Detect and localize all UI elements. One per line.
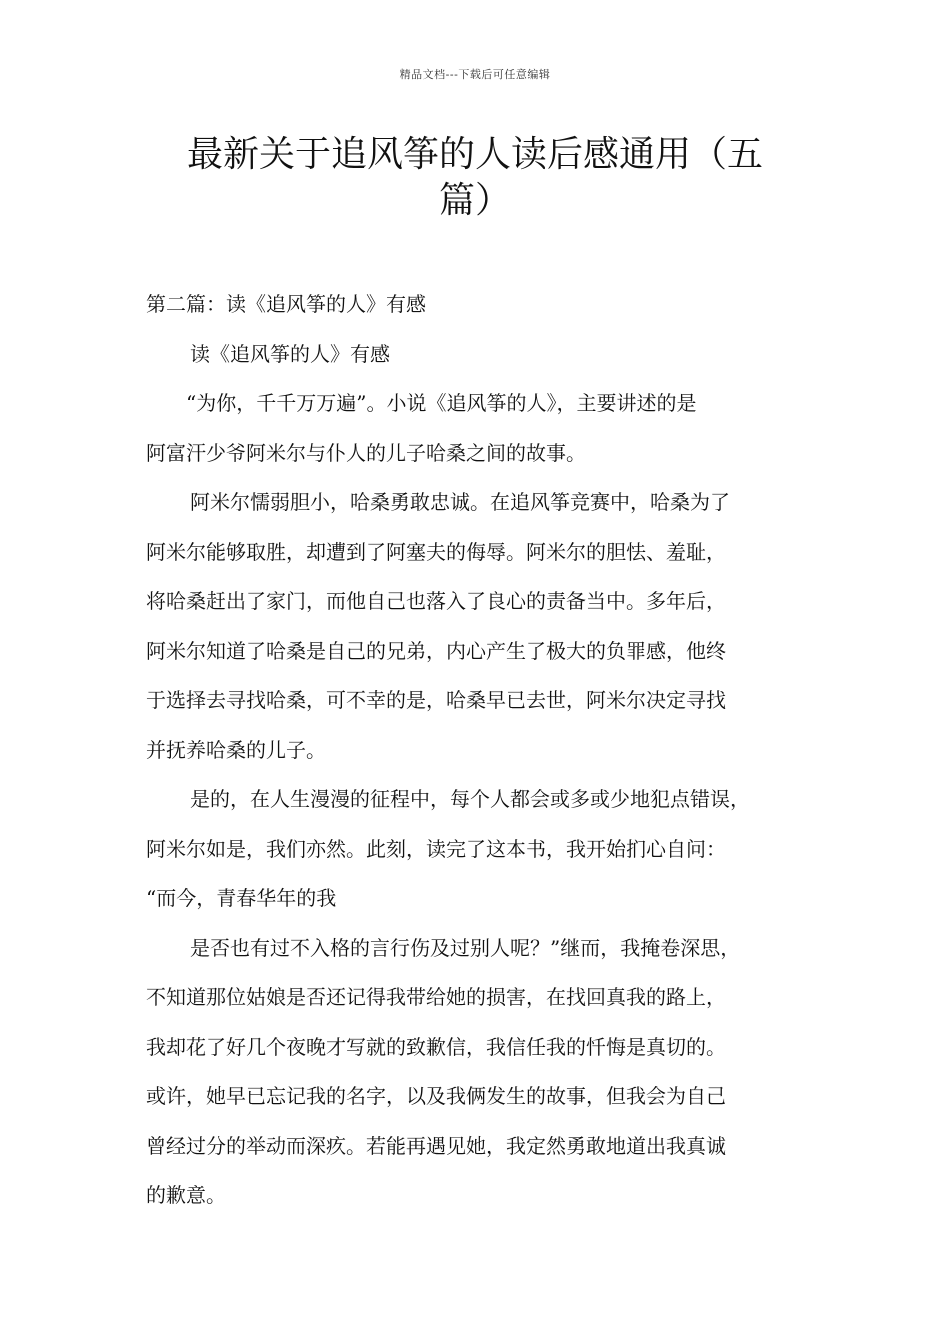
paragraph-line: “为你，千千万万遍”。小说《追风筝的人》，主要讲述的是	[186, 391, 697, 415]
paragraph-line: 阿米尔知道了哈桑是自己的兄弟，内心产生了极大的负罪感，他终	[146, 638, 726, 663]
paragraph-line: “而今，青春华年的我	[146, 886, 337, 910]
paragraph-line: 不知道那位姑娘是否还记得我带给她的损害，在找回真我的路上，	[146, 985, 726, 1009]
essay-subtitle: 读《追风筝的人》有感	[190, 341, 390, 366]
paragraph-line: 阿米尔懦弱胆小，哈桑勇敢忠诚。在追风筝竞赛中，哈桑为了	[190, 490, 730, 514]
paragraph-line: 阿富汗少爷阿米尔与仆人的儿子哈桑之间的故事。	[146, 440, 586, 465]
document-title-line-2: 篇）	[438, 180, 511, 221]
paragraph-line: 将哈桑赶出了家门，而他自己也落入了良心的责备当中。多年后，	[146, 589, 726, 613]
paragraph-line: 是否也有过不入格的言行伤及过别人呢？”继而，我掩卷深思，	[190, 935, 741, 960]
paragraph-line: 阿米尔如是，我们亦然。此刻，读完了这本书，我开始扪心自问：	[146, 836, 726, 861]
paragraph-line: 于选择去寻找哈桑，可不幸的是，哈桑早已去世，阿米尔决定寻找	[146, 688, 726, 712]
section-heading: 第二篇：读《追风筝的人》有感	[146, 292, 426, 316]
paragraph-line: 是的，在人生漫漫的征程中，每个人都会或多或少地犯点错误，	[190, 787, 750, 811]
document-title-line-1: 最新关于追风筝的人读后感通用（五	[186, 134, 763, 175]
page-header-note: 精品文档---下载后可任意编辑	[399, 68, 551, 81]
paragraph-line: 曾经过分的举动而深疚。若能再遇见她，我定然勇敢地道出我真诚	[146, 1133, 726, 1158]
paragraph-line: 的歉意。	[146, 1183, 226, 1207]
paragraph-line: 并抚养哈桑的儿子。	[146, 737, 326, 762]
paragraph-line: 我却花了好几个夜晚才写就的致歉信，我信任我的忏悔是真切的。	[146, 1034, 726, 1059]
document-body	[146, 280, 826, 1221]
document-title	[150, 132, 800, 224]
paragraph-line: 或许，她早已忘记我的名字，以及我俩发生的故事，但我会为自己	[146, 1084, 726, 1108]
paragraph-line: 阿米尔能够取胜，却遭到了阿塞夫的侮辱。阿米尔的胆怯、羞耻，	[146, 539, 726, 564]
